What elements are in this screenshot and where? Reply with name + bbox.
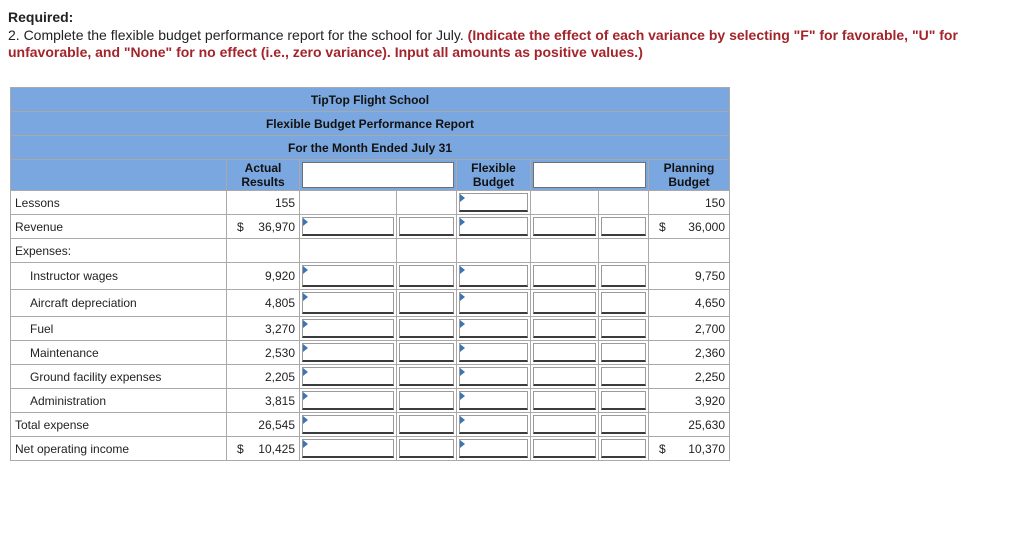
actual-total-expense: 26,545 [227, 413, 300, 437]
label-aircraft-depreciation: Aircraft depreciation [11, 290, 227, 317]
actual-ground-facility: 2,205 [227, 365, 300, 389]
performance-report-table [10, 87, 730, 461]
row-lessons [11, 191, 730, 215]
dropdown-marker-icon [303, 440, 308, 448]
input-aircraft-depreciation-var1[interactable] [300, 290, 397, 317]
label-total-expense: Total expense [11, 413, 227, 437]
currency-symbol: $ [659, 441, 666, 456]
dropdown-marker-icon [460, 344, 465, 352]
label-revenue: Revenue [11, 215, 227, 239]
input-total-expense-var1-type[interactable] [397, 413, 457, 437]
currency-symbol: $ [237, 441, 244, 456]
row-net-operating-income [11, 437, 730, 461]
instructions [8, 27, 968, 61]
input-fuel-var1[interactable] [300, 317, 397, 341]
input-total-expense-var1[interactable] [300, 413, 397, 437]
row-fuel [11, 317, 730, 341]
input-instructor-wages-var2-type[interactable] [599, 263, 649, 290]
input-total-expense-flexible[interactable] [457, 413, 531, 437]
variance-header-input[interactable] [300, 160, 457, 191]
input-administration-var1-type[interactable] [397, 389, 457, 413]
planning-lessons: 150 [649, 191, 730, 215]
input-maintenance-var1[interactable] [300, 341, 397, 365]
input-noi-var2-type[interactable] [599, 437, 649, 461]
input-lessons-var2-type[interactable] [599, 191, 649, 215]
input-lessons-var1[interactable] [300, 191, 397, 215]
instructions-emphasis: (Indicate the effect of each variance by selecting "F" for favorable, "U" for unfavorable, and "None" for no effect (i.e., zero variance). Input all amounts as positive values.) [8, 27, 958, 60]
dropdown-marker-icon [303, 392, 308, 400]
input-revenue-var1[interactable] [300, 215, 397, 239]
actual-aircraft-depreciation: 4,805 [227, 290, 300, 317]
input-administration-var2-type[interactable] [599, 389, 649, 413]
planning-administration: 3,920 [649, 389, 730, 413]
input-fuel-flexible[interactable] [457, 317, 531, 341]
planning-budget-header: Planning Budget [649, 160, 730, 191]
dropdown-marker-icon [460, 266, 465, 274]
planning-net-operating-income: $ 10,370 [649, 437, 730, 461]
input-instructor-wages-flexible[interactable] [457, 263, 531, 290]
input-fuel-var2-type[interactable] [599, 317, 649, 341]
label-expenses: Expenses: [11, 239, 227, 263]
input-instructor-wages-var1[interactable] [300, 263, 397, 290]
input-maintenance-var2[interactable] [531, 341, 599, 365]
row-maintenance [11, 341, 730, 365]
dropdown-marker-icon [460, 440, 465, 448]
required-label: Required: [8, 9, 74, 25]
input-noi-var1[interactable] [300, 437, 397, 461]
input-lessons-flexible[interactable] [457, 191, 531, 215]
input-revenue-var2[interactable] [531, 215, 599, 239]
dropdown-marker-icon [303, 416, 308, 424]
input-fuel-var2[interactable] [531, 317, 599, 341]
actual-fuel: 3,270 [227, 317, 300, 341]
input-instructor-wages-var1-type[interactable] [397, 263, 457, 290]
input-noi-flexible[interactable] [457, 437, 531, 461]
instructions-lead: 2. Complete the flexible budget performance report for the school for July. [8, 27, 464, 43]
input-ground-facility-flexible[interactable] [457, 365, 531, 389]
input-instructor-wages-var2[interactable] [531, 263, 599, 290]
dropdown-marker-icon [303, 344, 308, 352]
dropdown-marker-icon [460, 320, 465, 328]
actual-revenue: $ 36,970 [227, 215, 300, 239]
input-administration-var2[interactable] [531, 389, 599, 413]
input-revenue-var1-type[interactable] [397, 215, 457, 239]
input-aircraft-depreciation-flexible[interactable] [457, 290, 531, 317]
label-lessons: Lessons [11, 191, 227, 215]
report-period: For the Month Ended July 31 [11, 136, 730, 160]
row-expenses [11, 239, 730, 263]
row-total-expense [11, 413, 730, 437]
currency-symbol: $ [659, 219, 666, 234]
input-administration-var1[interactable] [300, 389, 397, 413]
label-fuel: Fuel [11, 317, 227, 341]
dropdown-marker-icon [460, 368, 465, 376]
planning-maintenance: 2,360 [649, 341, 730, 365]
planning-instructor-wages: 9,750 [649, 263, 730, 290]
actual-instructor-wages: 9,920 [227, 263, 300, 290]
variance-header-input-2[interactable] [531, 160, 649, 191]
report-title: TipTop Flight School [11, 88, 730, 112]
row-instructor-wages [11, 263, 730, 290]
label-instructor-wages: Instructor wages [11, 263, 227, 290]
input-aircraft-depreciation-var2[interactable] [531, 290, 599, 317]
input-fuel-var1-type[interactable] [397, 317, 457, 341]
dropdown-marker-icon [460, 293, 465, 301]
input-noi-var2[interactable] [531, 437, 599, 461]
dropdown-marker-icon [460, 392, 465, 400]
input-aircraft-depreciation-var2-type[interactable] [599, 290, 649, 317]
planning-fuel: 2,700 [649, 317, 730, 341]
input-noi-var1-type[interactable] [397, 437, 457, 461]
planning-revenue: $ 36,000 [649, 215, 730, 239]
input-lessons-var2[interactable] [531, 191, 599, 215]
actual-lessons: 155 [227, 191, 300, 215]
input-administration-flexible[interactable] [457, 389, 531, 413]
input-total-expense-var2[interactable] [531, 413, 599, 437]
flexible-budget-header: Flexible Budget [457, 160, 531, 191]
input-total-expense-var2-type[interactable] [599, 413, 649, 437]
input-maintenance-flexible[interactable] [457, 341, 531, 365]
dropdown-marker-icon [460, 194, 465, 202]
label-ground-facility: Ground facility expenses [11, 365, 227, 389]
actual-results-header: Actual Results [227, 160, 300, 191]
dropdown-marker-icon [460, 218, 465, 226]
input-lessons-var1-type[interactable] [397, 191, 457, 215]
row-ground-facility [11, 365, 730, 389]
dropdown-marker-icon [303, 218, 308, 226]
input-revenue-var2-type[interactable] [599, 215, 649, 239]
actual-net-operating-income: $ 10,425 [227, 437, 300, 461]
input-ground-facility-var2-type[interactable] [599, 365, 649, 389]
actual-administration: 3,815 [227, 389, 300, 413]
dropdown-marker-icon [303, 266, 308, 274]
row-aircraft-depreciation [11, 290, 730, 317]
report-subtitle: Flexible Budget Performance Report [11, 112, 730, 136]
planning-aircraft-depreciation: 4,650 [649, 290, 730, 317]
input-revenue-flexible[interactable] [457, 215, 531, 239]
input-ground-facility-var1-type[interactable] [397, 365, 457, 389]
label-net-operating-income: Net operating income [11, 437, 227, 461]
label-maintenance: Maintenance [11, 341, 227, 365]
row-revenue [11, 215, 730, 239]
dropdown-marker-icon [460, 416, 465, 424]
label-administration: Administration [11, 389, 227, 413]
input-maintenance-var1-type[interactable] [397, 341, 457, 365]
input-ground-facility-var2[interactable] [531, 365, 599, 389]
planning-ground-facility: 2,250 [649, 365, 730, 389]
row-administration [11, 389, 730, 413]
input-aircraft-depreciation-var1-type[interactable] [397, 290, 457, 317]
currency-symbol: $ [237, 219, 244, 234]
actual-maintenance: 2,530 [227, 341, 300, 365]
blank-header-cell [11, 160, 227, 191]
input-maintenance-var2-type[interactable] [599, 341, 649, 365]
dropdown-marker-icon [303, 368, 308, 376]
planning-total-expense: 25,630 [649, 413, 730, 437]
dropdown-marker-icon [303, 293, 308, 301]
input-ground-facility-var1[interactable] [300, 365, 397, 389]
dropdown-marker-icon [303, 320, 308, 328]
